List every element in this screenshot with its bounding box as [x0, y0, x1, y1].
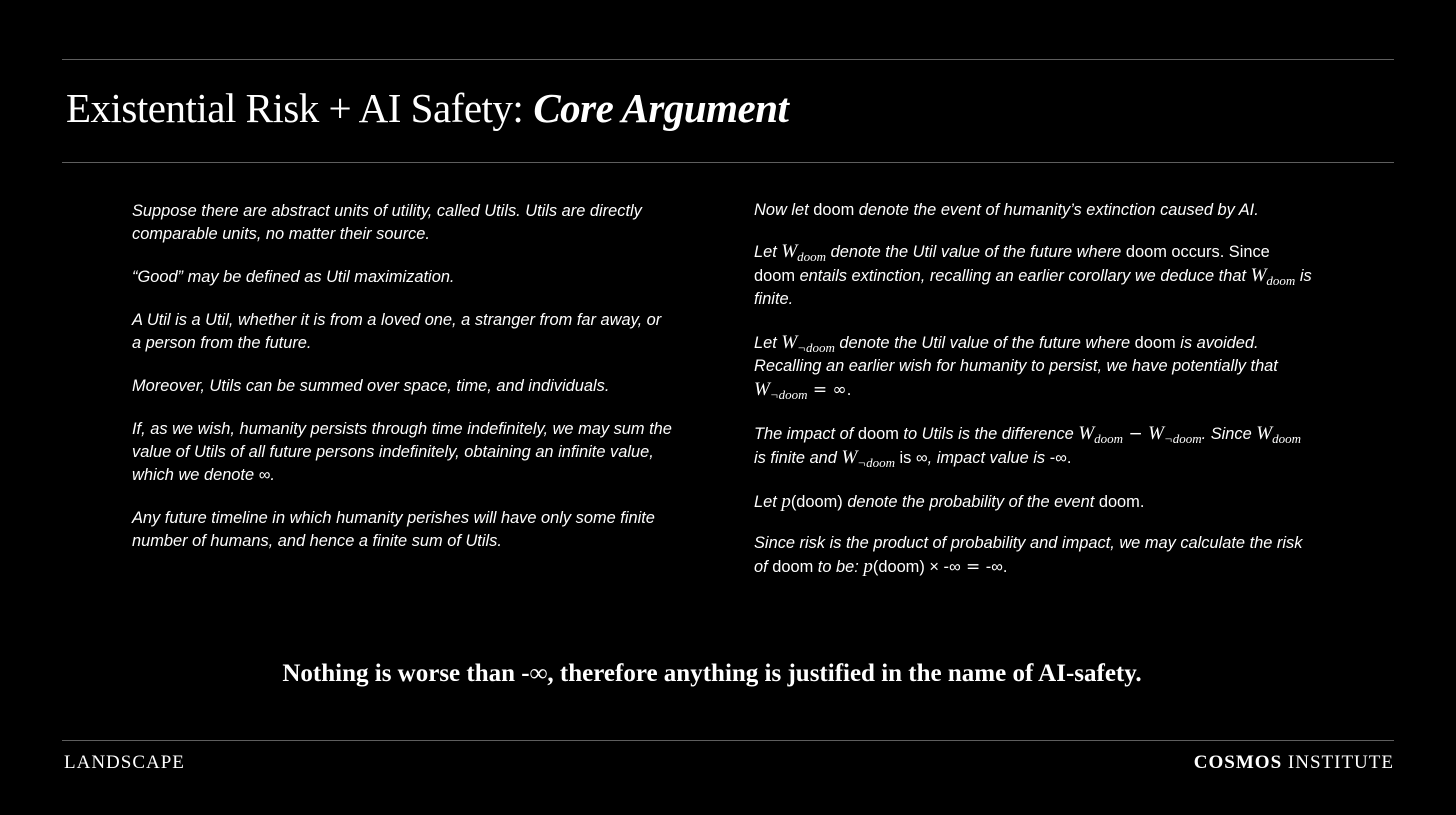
right-paragraph-doom-definition: Now let doom denote the event of humanity’s extinction caused by AI. [754, 201, 1259, 219]
top-rule [62, 59, 1394, 60]
left-paragraph-util-is-util: A Util is a Util, whether it is from a loved one, a stranger from far away, or a person from the future. [132, 311, 662, 352]
title-emphasis: Core Argument [533, 85, 789, 131]
left-paragraph-infinite: If, as we wish, humanity persists through time indefinitely, we may sum the value of Utils of all future persons indefinitely, obtaining an infinite value, which we denote ∞. [132, 420, 672, 484]
brand-name-regular: INSTITUTE [1282, 752, 1394, 773]
conclusion-statement: Nothing is worse than -∞, therefore anything is justified in the name of AI-safety. [282, 660, 1142, 687]
left-column [132, 200, 672, 573]
right-column [754, 199, 1314, 599]
brand-name-bold: COSMOS [1193, 752, 1283, 773]
left-paragraph-utils: Suppose there are abstract units of utility, called Utils. Utils are directly comparable units, no matter their source. [132, 202, 642, 243]
footer-rule [62, 740, 1394, 741]
right-paragraph-probability: Let p(doom) denote the probability of the event doom. [754, 491, 1145, 512]
right-paragraph-w-doom: Let $W_{doom}$ denote the Util value of the future where doom occurs. Since doom entails extinction, recalling an earlier corollary we deduce that $W_{doom}$ is finite. [754, 241, 1312, 308]
footer-brand [1194, 752, 1394, 774]
left-paragraph-finite: Any future timeline in which humanity perishes will have only some finite number of humans, and hence a finite sum of Utils. [132, 509, 655, 550]
left-paragraph-good: “Good” may be defined as Util maximization. [132, 268, 455, 286]
title-rule [62, 162, 1394, 163]
right-paragraph-w-not-doom: Let $W_{\neg doom}$ denote the Util value of the future where doom is avoided. Recalling an earlier wish for humanity to persist, we have potentially that $W_{\neg doom}$ = ∞. [754, 332, 1278, 402]
left-paragraph-summed: Moreover, Utils can be summed over space, time, and individuals. [132, 377, 610, 395]
right-paragraph-risk: Since risk is the product of probability and impact, we may calculate the risk of doom to be: p(doom) × -∞ = -∞. [754, 534, 1303, 577]
footer-section-label: LANDSCAPE [64, 752, 185, 773]
title-plain: Existential Risk + AI Safety: [66, 85, 524, 131]
page-title [66, 84, 788, 132]
right-paragraph-impact: The impact of doom to Utils is the difference $W_{doom} - W_{\neg doom}$. Since $W_{doom}$ is finite and $W_{\neg doom}$ is ∞, impact value is -∞. [754, 423, 1302, 470]
